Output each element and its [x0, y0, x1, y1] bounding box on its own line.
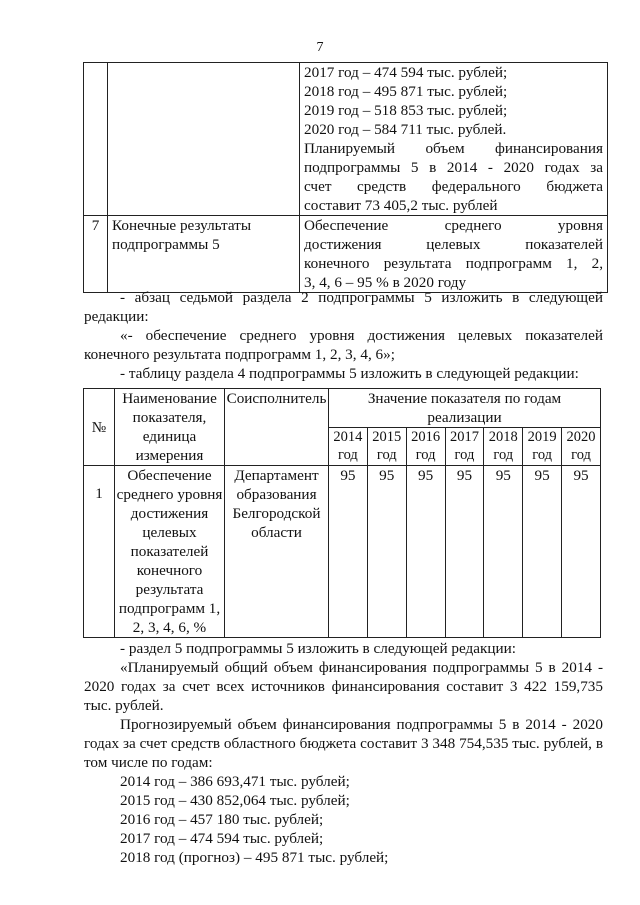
- value-cell: 95: [523, 466, 562, 638]
- year-label: 2019: [527, 429, 557, 445]
- funding-text: составит 73 405,2 тыс. рублей: [304, 197, 498, 214]
- year-unit: год: [376, 447, 397, 463]
- header-values-line: Значение показателя по годам: [367, 390, 562, 407]
- row-text-line: 3, 4, 6 – 95 % в 2020 году: [304, 274, 467, 291]
- table-row: [84, 216, 608, 293]
- header-co-executor: Соисполнитель: [225, 389, 329, 466]
- row-number: 1: [84, 466, 115, 638]
- text-line: редакции:: [84, 308, 149, 325]
- table-cell: [84, 63, 108, 216]
- text-line: тыс. рублей.: [84, 697, 164, 714]
- passport-table: [83, 62, 608, 293]
- header-name-line: измерения: [135, 447, 204, 464]
- year-line: 2015 год – 430 852,064 тыс. рублей;: [120, 792, 350, 809]
- year-unit: год: [415, 447, 436, 463]
- year-header: [484, 428, 523, 466]
- row-label-line: подпрограммы 5: [112, 236, 220, 253]
- year-line: 2017 год – 474 594 тыс. рублей;: [120, 830, 324, 847]
- year-header: [329, 428, 368, 466]
- row-text-line: конечного результата подпрограмм 1, 2,: [304, 255, 603, 272]
- page-number: 7: [316, 40, 324, 55]
- co-executor-line: области: [251, 524, 302, 541]
- text-line: конечного результата подпрограмм 1, 2, 3, 4, 6»;: [84, 346, 395, 363]
- header-name: [115, 389, 225, 466]
- paragraph: [84, 288, 603, 383]
- text-line: 2020 годах за счет всех источников финансирования составит 3 422 159,735: [84, 678, 603, 695]
- text-line: Прогнозируемый объем финансирования подпрограммы 5 в 2014 - 2020: [120, 716, 603, 733]
- header-name-line: единица: [142, 428, 197, 445]
- year-label: 2018: [488, 429, 518, 445]
- header-name-line: Наименование: [122, 390, 217, 407]
- co-executor-line: Белгородской: [232, 505, 321, 522]
- table-cell: [108, 63, 300, 216]
- paragraph: [84, 639, 603, 867]
- year-header: [445, 428, 484, 466]
- text-line: - таблицу раздела 4 подпрограммы 5 изложить в следующей редакции:: [120, 365, 579, 382]
- funding-line: 2017 год – 474 594 тыс. рублей;: [304, 64, 508, 81]
- indicator-name: [115, 466, 225, 638]
- co-executor: [225, 466, 329, 638]
- value-cell: 95: [329, 466, 368, 638]
- indicator-name-line: подпрограмм 1,: [118, 600, 221, 617]
- year-label: 2020: [566, 429, 596, 445]
- indicator-name-line: целевых: [142, 524, 197, 541]
- indicator-name-line: конечного: [136, 562, 203, 579]
- indicator-name-line: Обеспечение: [127, 467, 212, 484]
- header-num: №: [84, 389, 115, 466]
- year-unit: год: [532, 447, 553, 463]
- indicator-name-line: 2, 3, 4, 6, %: [132, 619, 207, 636]
- row-text: [300, 216, 608, 293]
- funding-text: подпрограммы 5 в 2014 - 2020 годах за: [304, 159, 603, 176]
- text-line: - абзац седьмой раздела 2 подпрограммы 5 изложить в следующей: [120, 289, 603, 306]
- year-unit: год: [571, 447, 591, 463]
- indicator-name-line: результата: [135, 581, 204, 598]
- header-values: [329, 389, 601, 428]
- value-cell: 95: [484, 466, 523, 638]
- year-line: 2018 год (прогноз) – 495 871 тыс. рублей;: [120, 849, 389, 866]
- value-cell: 95: [367, 466, 406, 638]
- year-label: 2014: [333, 429, 363, 445]
- year-header: [367, 428, 406, 466]
- year-line: 2014 год – 386 693,471 тыс. рублей;: [120, 773, 350, 790]
- indicator-name-line: показателей: [130, 543, 209, 560]
- indicator-name-line: достижения: [130, 505, 209, 522]
- year-header: [523, 428, 562, 466]
- row-label: [108, 216, 300, 293]
- year-label: 2015: [372, 429, 402, 445]
- year-unit: год: [454, 447, 475, 463]
- co-executor-line: образования: [236, 486, 317, 503]
- funding-text: Планируемый объем финансирования: [304, 140, 603, 157]
- text-line: «Планируемый общий объем финансирования подпрограммы 5 в 2014 -: [120, 659, 603, 676]
- indicator-name-line: среднего уровня: [116, 486, 223, 503]
- funding-line: 2018 год – 495 871 тыс. рублей;: [304, 83, 508, 100]
- value-cell: 95: [406, 466, 445, 638]
- row-text-line: Обеспечение среднего уровня: [304, 217, 603, 234]
- table-row: [84, 63, 608, 216]
- year-unit: год: [493, 447, 514, 463]
- year-unit: год: [338, 447, 358, 463]
- table-row: [84, 466, 601, 638]
- header-name-line: показателя,: [132, 409, 207, 426]
- header-values-line: реализации: [427, 409, 502, 426]
- year-label: 2017: [449, 429, 479, 445]
- table-cell: [300, 63, 608, 216]
- funding-text: счет средств федерального бюджета: [304, 178, 603, 195]
- row-text-line: достижения целевых показателей: [304, 236, 603, 253]
- value-cell: 95: [562, 466, 601, 638]
- value-cell: 95: [445, 466, 484, 638]
- text-line: том числе по годам:: [84, 754, 213, 771]
- year-header: [406, 428, 445, 466]
- row-number: 7: [84, 216, 108, 293]
- year-header: [562, 428, 601, 466]
- indicator-table: [83, 388, 601, 638]
- year-label: 2016: [411, 429, 441, 445]
- text-line: - раздел 5 подпрограммы 5 изложить в следующей редакции:: [120, 640, 516, 657]
- row-label-line: Конечные результаты: [112, 217, 252, 234]
- table-header-row: [84, 389, 601, 428]
- co-executor-line: Департамент: [234, 467, 319, 484]
- text-line: годах за счет средств областного бюджета составит 3 348 754,535 тыс. рублей, в: [84, 735, 603, 752]
- year-line: 2016 год – 457 180 тыс. рублей;: [120, 811, 324, 828]
- funding-line: 2019 год – 518 853 тыс. рублей;: [304, 102, 508, 119]
- funding-line: 2020 год – 584 711 тыс. рублей.: [304, 121, 507, 138]
- text-line: «- обеспечение среднего уровня достижения целевых показателей: [120, 327, 603, 344]
